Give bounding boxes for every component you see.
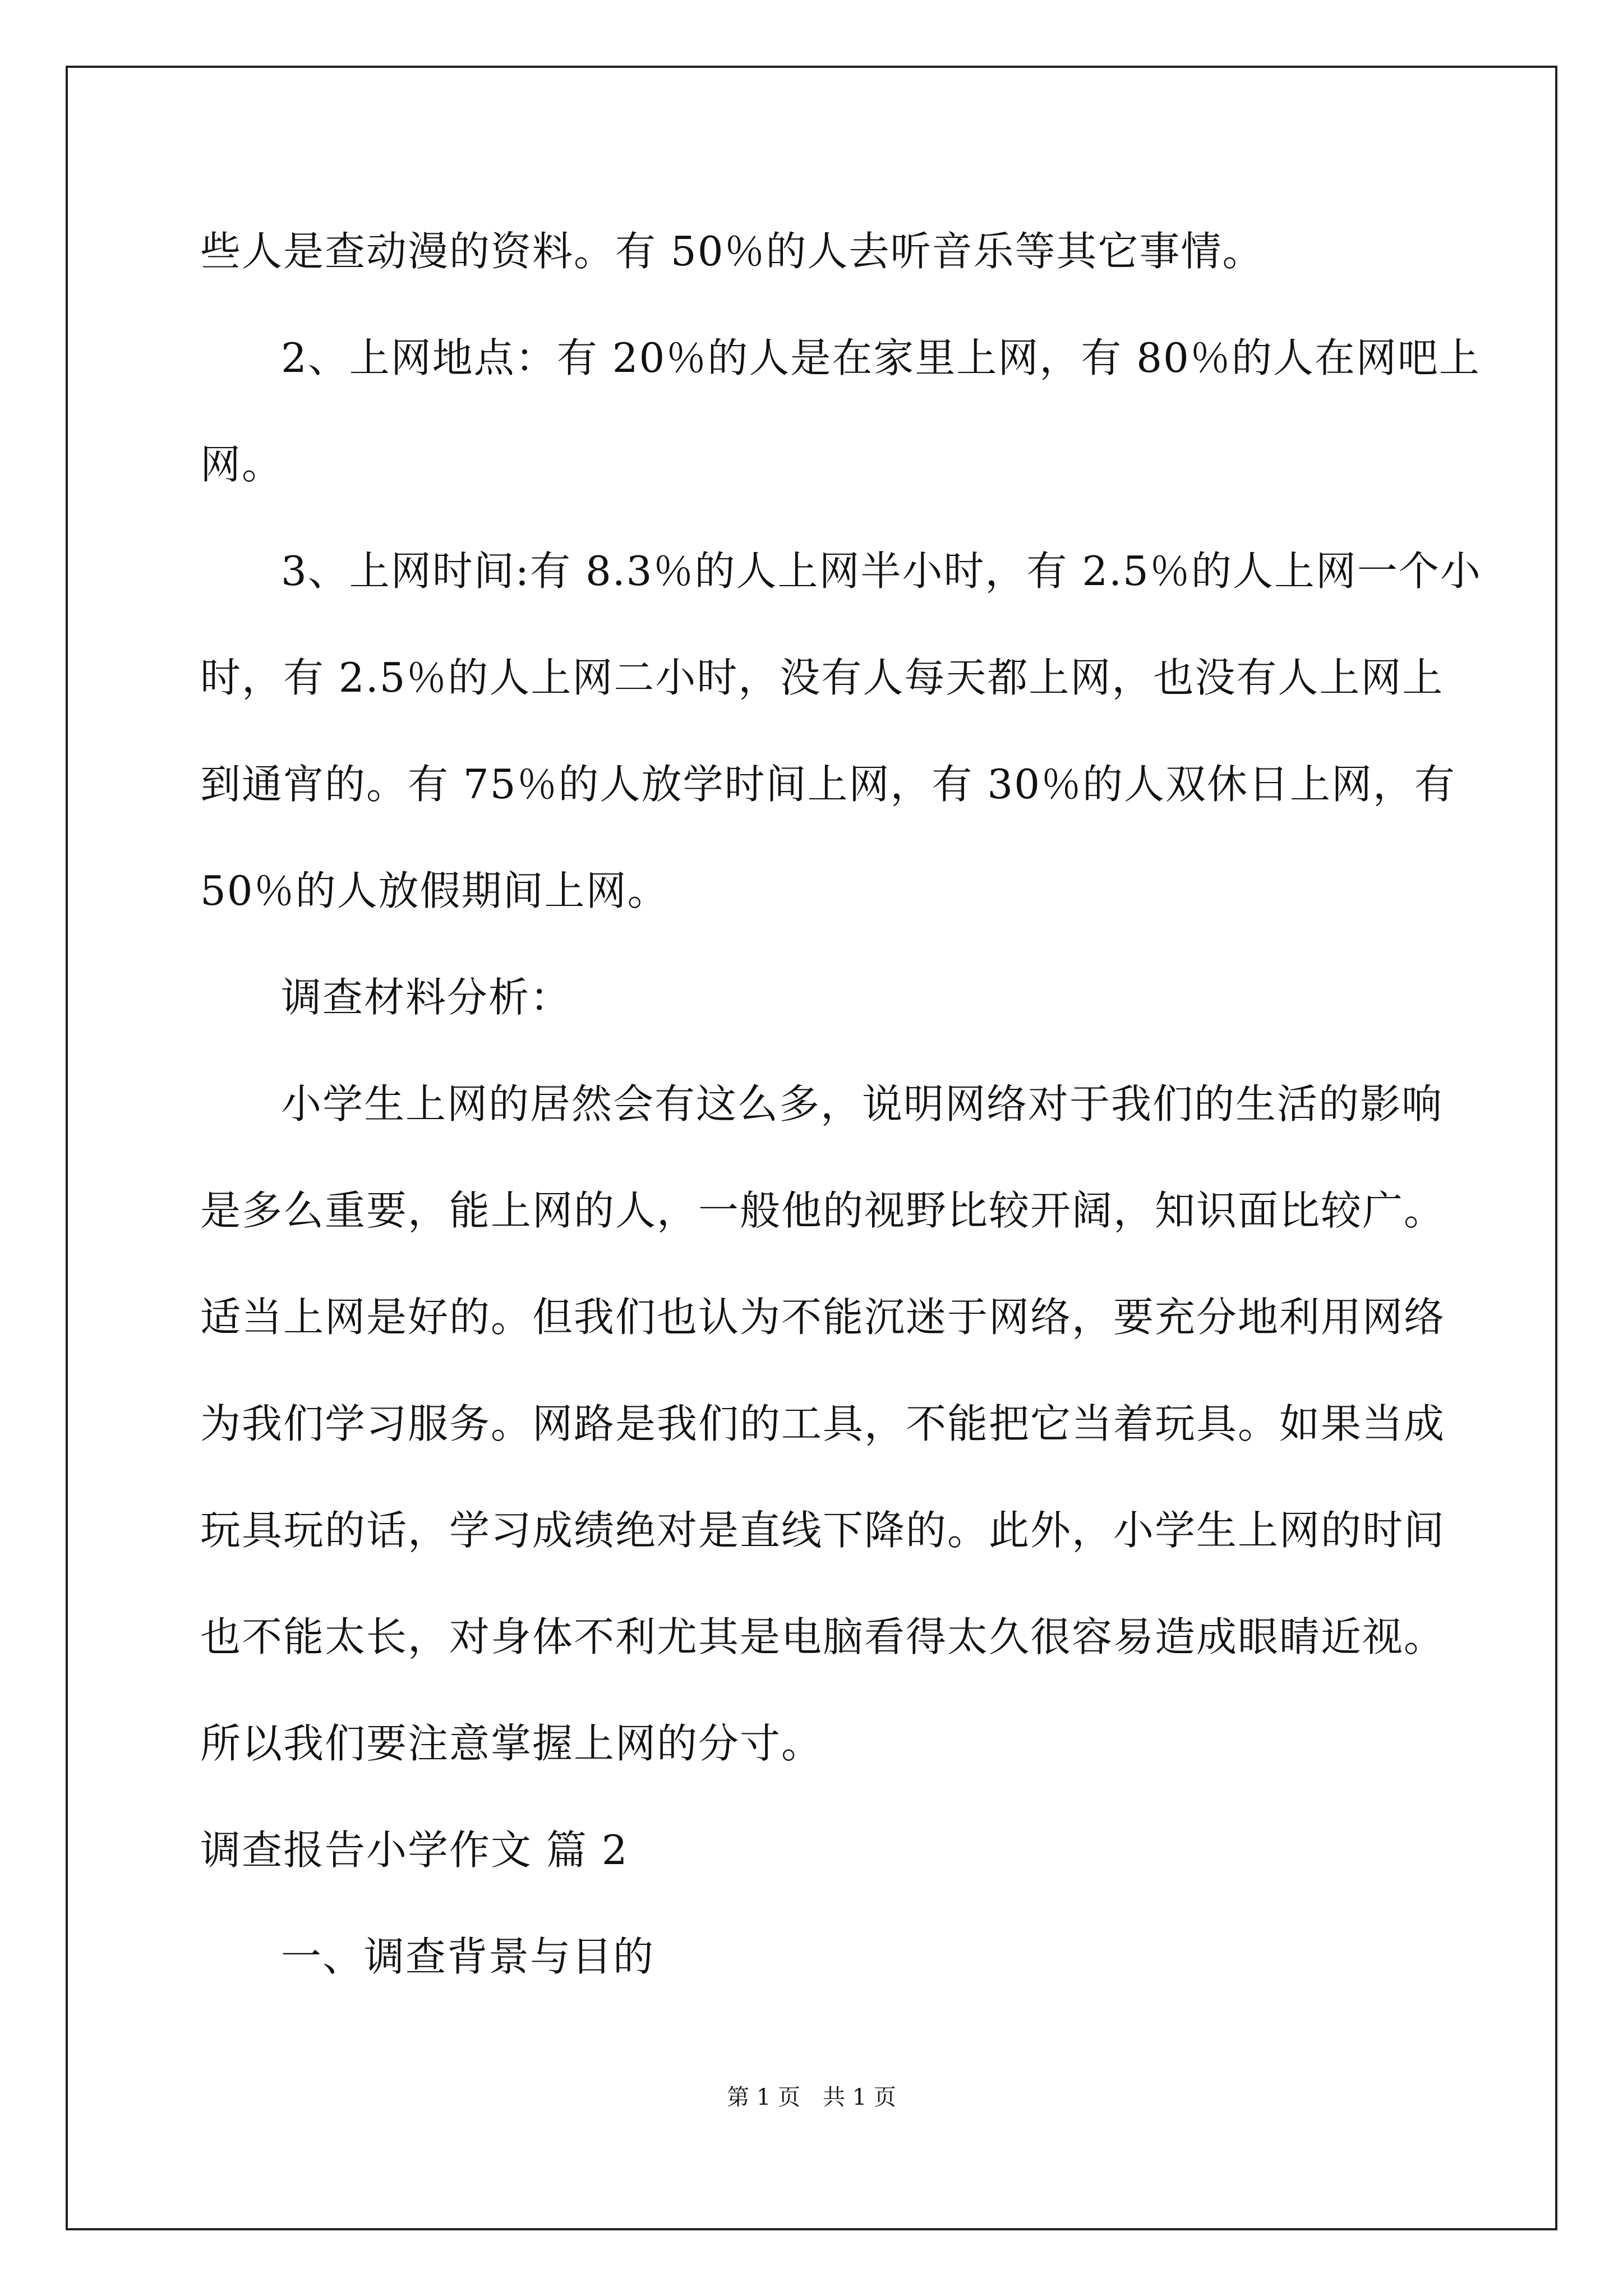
text-line: 2、上网地点：有 20％的人是在家里上网，有 80％的人在网吧上 — [281, 334, 1481, 381]
text-line: 为我们学习服务。网路是我们的工具，不能把它当着玩具。如果当成 — [200, 1400, 1446, 1447]
text-line: 是多么重要，能上网的人，一般他的视野比较开阔，知识面比较广。 — [200, 1187, 1446, 1234]
text-line: 50％的人放假期间上网。 — [200, 867, 669, 914]
page-footer: 第 1 页 共 1 页 — [727, 2085, 896, 2110]
text-line: 玩具玩的话，学习成绩绝对是直线下降的。此外，小学生上网的时间 — [200, 1507, 1446, 1554]
text-line: 也不能太长，对身体不利尤其是电脑看得太久很容易造成眼睛近视。 — [200, 1613, 1446, 1660]
text-line: 小学生上网的居然会有这么多，说明网络对于我们的生活的影响 — [281, 1080, 1444, 1128]
text-line: 适当上网是好的。但我们也认为不能沉迷于网络，要充分地利用网络 — [200, 1294, 1446, 1341]
page-border — [66, 66, 1557, 2230]
text-line: 网。 — [200, 441, 284, 488]
section-heading: 一、调查背景与目的 — [281, 1933, 655, 1980]
text-line: 些人是查动漫的资料。有 50％的人去听音乐等其它事情。 — [200, 228, 1264, 275]
section-heading: 调查材料分析： — [281, 974, 572, 1021]
article-title: 调查报告小学作文 篇 2 — [200, 1826, 629, 1874]
text-line: 到通宵的。有 75％的人放学时间上网，有 30％的人双休日上网，有 — [200, 761, 1456, 808]
text-line: 3、上网时间:有 8.3％的人上网半小时，有 2.5％的人上网一个小 — [281, 547, 1482, 595]
text-line: 时，有 2.5％的人上网二小时，没有人每天都上网，也没有人上网上 — [200, 654, 1444, 701]
text-line: 所以我们要注意掌握上网的分寸。 — [200, 1720, 823, 1767]
